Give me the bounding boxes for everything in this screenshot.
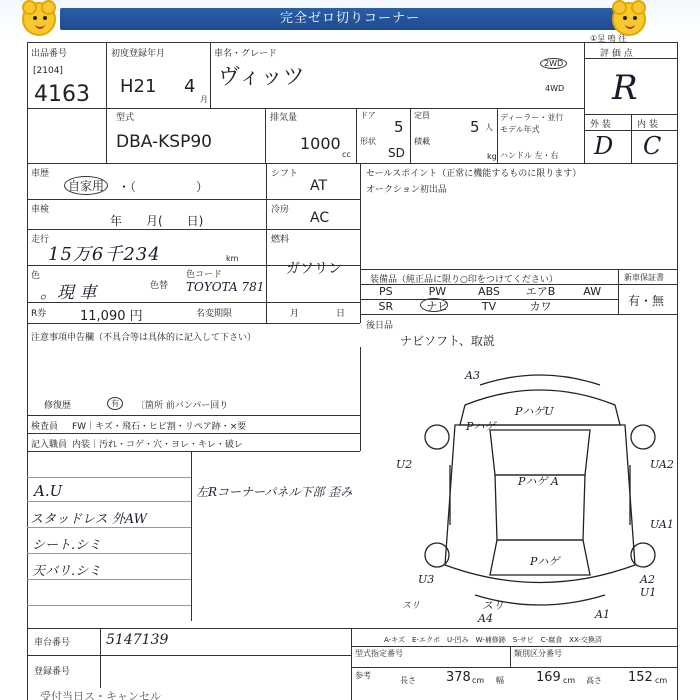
ac-label: 冷房 [271, 205, 290, 215]
equip-ps: PS [378, 285, 393, 298]
length-label: 長さ [400, 676, 416, 685]
equip-aw: AW [583, 285, 602, 298]
note-line-3: シート.シミ [32, 538, 102, 553]
equip-tv: TV [481, 300, 497, 313]
car-name: ヴィッツ [218, 65, 305, 90]
sales-text: オークション初出品 [366, 185, 447, 195]
shape-value: SD [388, 146, 405, 160]
capacity-label: 定員 [414, 111, 430, 120]
fuel-label: 燃料 [271, 235, 290, 245]
footer-bottom: 受付当日ス・キャンセル [40, 690, 161, 700]
month-unit: 月 [200, 95, 208, 104]
mascot-bear-icon [612, 2, 646, 36]
rating-label: 評 価 点 [600, 49, 633, 59]
equip-navi: ナビ [426, 300, 449, 313]
color-label: 色 [31, 271, 41, 281]
repair-label: 修復歴 [44, 401, 72, 411]
mark-u2: U2 [396, 458, 413, 471]
reg-label: 登録番号 [34, 667, 71, 677]
displacement-label: 排気量 [270, 113, 298, 123]
shift-value: AT [310, 178, 328, 194]
mark-ua2: UA2 [650, 458, 674, 471]
equip-abs: ABS [478, 285, 500, 298]
repair-value: 有 [107, 397, 123, 410]
name-change-month: 月 [290, 309, 300, 319]
right-note: 左Rコーナーパネル下部 歪み [196, 485, 353, 499]
reg-month: 4 [184, 76, 196, 97]
name-change-label: 名変期限 [196, 309, 233, 319]
mark-a1: A1 [595, 608, 610, 621]
equipment-row-2 [360, 299, 618, 314]
color-swap-label: 色替 [150, 281, 169, 291]
category-label: 類別区分番号 [514, 649, 562, 658]
mascot-bear-icon [22, 2, 56, 36]
displacement-value: 1000 [300, 134, 341, 153]
mark-phage-a: Pハゲ A [518, 475, 559, 488]
recycle-value: 11,090 円 [80, 309, 143, 324]
length-unit: cm [472, 676, 485, 685]
chassis-label: 車台番号 [34, 638, 71, 648]
history-value: 自家用 [64, 176, 108, 195]
lot-number: 4163 [34, 82, 90, 107]
history-label: 車歴 [31, 169, 50, 179]
inspector-label: 検査員 [31, 422, 59, 432]
handle-label: ハンドル 左・右 [500, 151, 559, 160]
inspection-label: 車検 [31, 205, 50, 215]
interior-row: 内装｜汚れ・コゲ・穴・ヨレ・キレ・破レ [72, 440, 243, 450]
lot-label: 出品番号 [31, 49, 68, 59]
mileage-value: 15万6千234 [48, 244, 161, 265]
later-label: 後日品 [366, 321, 394, 331]
warranty-label: 新車保証書 [624, 273, 664, 282]
color-code-label: 色コード [186, 270, 223, 280]
km-unit: km [226, 254, 239, 263]
load-label: 積載 [414, 137, 430, 146]
fuel-value: ガソリン [286, 261, 342, 277]
mark-suri-left: スリ [402, 601, 421, 611]
door-label: ドア [360, 111, 376, 120]
era: H21 [120, 76, 157, 97]
banner-title: 完全ゼロ切りコーナー [60, 8, 640, 30]
mark-u3: U3 [418, 573, 435, 586]
ac-value: AC [310, 210, 330, 226]
mark-a2: A2 [640, 573, 655, 586]
note-line-4: 天バリ.シミ [32, 564, 102, 579]
repair-detail: 〔箇所 前バンパー回り [136, 401, 229, 411]
length-value: 378 [446, 670, 471, 685]
interior-label: 内 装 [637, 120, 658, 130]
width-unit: cm [563, 676, 576, 685]
color-value: 。現 車 [40, 283, 97, 303]
width-label: 幅 [496, 676, 504, 685]
sales-title: セールスポイント（正常に機能するものに限ります） [366, 169, 582, 179]
notes-title: 注意事項申告欄（不具合等は具体的に記入して下さい） [31, 333, 257, 343]
history-dots: ・（ ） [118, 180, 209, 194]
first-reg-label: 初度登録年月 [111, 49, 166, 59]
mark-phage-rear: Pハゲ [530, 555, 560, 568]
name-change-day: 日 [336, 309, 346, 319]
height-value: 152 [628, 670, 653, 685]
mark-phage-left: Pハゲ [466, 420, 496, 433]
exterior-label: 外 装 [590, 120, 611, 130]
later-value: ナビソフト、取説 [400, 334, 495, 348]
drive-4wd: 4WD [545, 84, 565, 93]
mark-u1: U1 [640, 586, 657, 599]
warranty-value: 有・無 [628, 294, 665, 308]
top-right-note: ①呈 嗚 往 [590, 34, 627, 43]
mileage-label: 走行 [31, 235, 50, 245]
equipment-title: 装備品（純正品に限り○印をつけてください） [370, 275, 558, 285]
color-code-value: TOYOTA 781 [186, 280, 265, 294]
width-value: 169 [536, 670, 561, 685]
mark-a4: A4 [478, 612, 493, 625]
equip-sr: SR [378, 300, 394, 313]
shape-label: 形状 [360, 137, 376, 146]
equip-airbag: エアB [525, 285, 556, 298]
model-value: DBA-KSP90 [116, 132, 212, 152]
ref-label: 参考 [355, 671, 371, 680]
inspection-value: 年 月( 日) [110, 214, 204, 228]
capacity-unit: 人 [485, 123, 493, 132]
height-label: 高さ [586, 676, 602, 685]
interior-grade: C [643, 132, 662, 160]
chassis-value: 5147139 [106, 632, 169, 648]
recycle-label: R券 [31, 309, 47, 319]
model-year-label: モデル年式 [500, 125, 540, 134]
shift-label: シフト [271, 169, 299, 179]
legend: A-キズ E-エクボ U-凹み W-補修跡 S-サビ C-腐食 XX-交換済 [384, 636, 602, 644]
note-line-1: A.U [34, 482, 63, 500]
mark-phage-u: PハゲU [515, 405, 554, 418]
cc-unit: cc [342, 150, 351, 159]
fw-row: FW｜キズ・飛石・ヒビ割・リペア跡・×要 [72, 422, 247, 432]
height-unit: cm [655, 676, 668, 685]
record-label: 記入職員 [31, 440, 68, 450]
dealer-label: ディーラー・並行 [500, 113, 564, 122]
navi-circle-mark [420, 298, 448, 312]
equipment-row-1 [360, 284, 618, 299]
rating-value: R [612, 68, 638, 108]
mark-suri: スリ [482, 599, 504, 612]
equip-leather: カワ [529, 300, 552, 313]
car-name-label: 車名・グレード [214, 49, 278, 59]
lot-sub: [2104] [33, 66, 63, 76]
door-value: 5 [394, 118, 404, 136]
capacity-value: 5 [470, 118, 480, 136]
note-line-2: スタッドレス 外AW [30, 512, 147, 527]
model-label: 型式 [116, 113, 135, 123]
drive-2wd: 2WD [540, 58, 567, 69]
mark-a3: A3 [465, 369, 480, 382]
equip-pw: PW [428, 285, 447, 298]
mark-ua1: UA1 [650, 518, 674, 531]
exterior-grade: D [594, 132, 614, 160]
load-unit: kg [487, 152, 497, 161]
model-spec-label: 型式指定番号 [355, 649, 403, 658]
